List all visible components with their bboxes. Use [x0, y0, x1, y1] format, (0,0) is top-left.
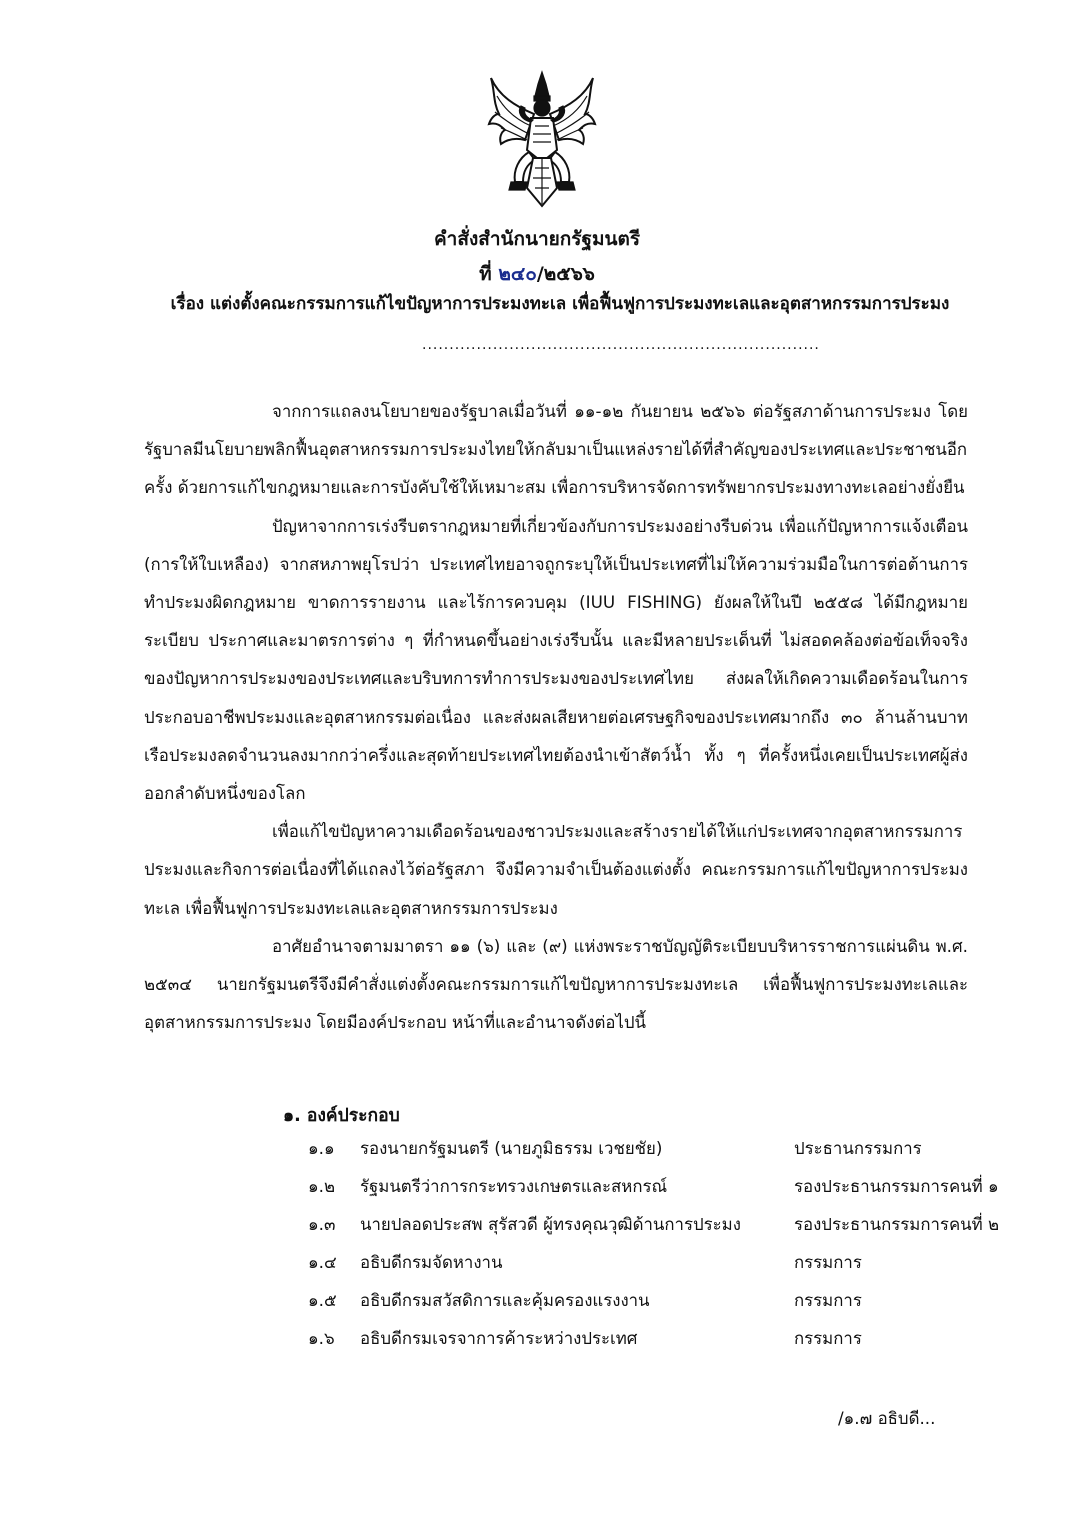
member-name: อธิบดีกรมเจรจาการค้าระหว่างประเทศ [360, 1328, 638, 1348]
dotted-divider: ......................................................................... [422, 337, 820, 353]
member-role: กรรมการ [794, 1290, 862, 1310]
member-role: กรรมการ [794, 1328, 862, 1348]
member-row [308, 1250, 1028, 1288]
member-index: ๑.๔ [308, 1252, 337, 1272]
member-role: กรรมการ [794, 1252, 862, 1272]
member-row [308, 1212, 1028, 1250]
member-role: รองประธานกรรมการคนที่ ๒ [794, 1214, 1000, 1234]
member-name: นายปลอดประสพ สุรัสวดี ผู้ทรงคุณวุฒิด้านการประมง [360, 1214, 741, 1234]
member-index: ๑.๖ [308, 1328, 335, 1348]
member-name: อธิบดีกรมจัดหางาน [360, 1252, 503, 1272]
member-row [308, 1136, 1028, 1174]
garuda-emblem-icon [485, 66, 599, 214]
member-index: ๑.๑ [308, 1138, 335, 1158]
member-row [308, 1326, 1028, 1364]
member-name: รัฐมนตรีว่าการกระทรวงเกษตรและสหกรณ์ [360, 1176, 668, 1196]
order-number-value: ๒๔๐ [498, 263, 537, 285]
member-role: ประธานกรรมการ [794, 1138, 922, 1158]
document-title: คำสั่งสำนักนายกรัฐมนตรี [433, 228, 641, 250]
order-number [0, 259, 1074, 289]
document-body [144, 392, 968, 1041]
member-index: ๑.๓ [308, 1214, 336, 1234]
page-continuation: /๑.๗ อธิบดี... [838, 1408, 936, 1428]
member-row [308, 1288, 1028, 1326]
body-paragraph: ปัญหาจากการเร่งรีบตรากฎหมายที่เกี่ยวข้องกับการประมงอย่างรีบด่วน เพื่อแก้ปัญหาการแจ้งเตือน (การให้ใบเหลือง) จากสหภาพยุโรปว่า ประเทศไทยอาจถูกระบุให้เป็นประเทศที่ไม่ให้ความร่วมมือในการต่อต้านการทำประมงผิดกฎหมาย ขาดการรายงาน และไร้การควบคุม (IUU FISHING) ยังผลให้ในปี ๒๕๕๘ ได้มีกฎหมาย ระเบียบ ประกาศและมาตรการต่าง ๆ ที่กำหนดขึ้นอย่างเร่งรีบนั้น และมีหลายประเด็นที่ ไม่สอดคล้องต่อข้อเท็จจริงของปัญหาการประมงของประเทศและบริบทการทำการประมงของประเทศไทย ส่งผลให้เกิดความเดือดร้อนในการประกอบอาชีพประมงและอุตสาหกรรมต่อเนื่อง และส่งผลเสียหายต่อเศรษฐกิจของประเทศมากถึง ๓๐ ล้านล้านบาท เรือประมงลดจำนวนลงมากกว่าครึ่งและสุดท้ายประเทศไทยต้องนำเข้าสัตว์น้ำ ทั้ง ๆ ที่ครั้งหนึ่งเคยเป็นประเทศผู้ส่งออกลำดับหนึ่งของโลก [144, 515, 968, 804]
body-paragraph: อาศัยอำนาจตามมาตรา ๑๑ (๖) และ (๙) แห่งพระราชบัญญัติระเบียบบริหารราชการแผ่นดิน พ.ศ. ๒๕๓๔ นายกรัฐมนตรีจึงมีคำสั่งแต่งตั้งคณะกรรมการแก้ไขปัญหาการประมงทะเล เพื่อฟื้นฟูการประมงทะเลและอุตสาหกรรมการประมง โดยมีองค์ประกอบ หน้าที่และอำนาจดังต่อไปนี้ [144, 935, 968, 1033]
member-list [308, 1136, 1028, 1364]
body-paragraph: เพื่อแก้ไขปัญหาความเดือดร้อนของชาวประมงและสร้างรายได้ให้แก่ประเทศจากอุตสาหกรรมการประมงและกิจการต่อเนื่องที่ได้แถลงไว้ต่อรัฐสภา จึงมีความจำเป็นต้องแต่งตั้ง คณะกรรมการแก้ไขปัญหาการประมงทะเล เพื่อฟื้นฟูการประมงทะเลและอุตสาหกรรมการประมง [144, 821, 968, 918]
section-heading-composition: ๑. องค์ประกอบ [283, 1106, 400, 1126]
member-name: อธิบดีกรมสวัสดิการและคุ้มครองแรงงาน [360, 1290, 650, 1310]
member-index: ๑.๒ [308, 1176, 336, 1196]
order-number-suffix: /๒๕๖๖ [536, 263, 595, 285]
body-paragraph: จากการแถลงนโยบายของรัฐบาลเมื่อวันที่ ๑๑-๑๒ กันยายน ๒๕๖๖ ต่อรัฐสภาด้านการประมง โดยรัฐบาลมีนโยบายพลิกฟื้นอุตสาหกรรมการประมงไทยให้กลับมาเป็นแหล่งรายได้ที่สำคัญของประเทศและประชาชนอีกครั้ง ด้วยการแก้ไขกฎหมายและการบังคับใช้ให้เหมาะสม เพื่อการบริหารจัดการทรัพยากรประมงทางทะเลอย่างยั่งยืน [144, 401, 968, 498]
member-index: ๑.๕ [308, 1290, 337, 1310]
order-number-prefix: ที่ [479, 263, 492, 285]
member-name: รองนายกรัฐมนตรี (นายภูมิธรรม เวชยชัย) [360, 1138, 663, 1158]
document-subject: เรื่อง แต่งตั้งคณะกรรมการแก้ไขปัญหาการประมงทะเล เพื่อฟื้นฟูการประมงทะเลและอุตสาหกรรมการประมง [170, 294, 950, 314]
member-row [308, 1174, 1028, 1212]
member-role: รองประธานกรรมการคนที่ ๑ [794, 1176, 999, 1196]
